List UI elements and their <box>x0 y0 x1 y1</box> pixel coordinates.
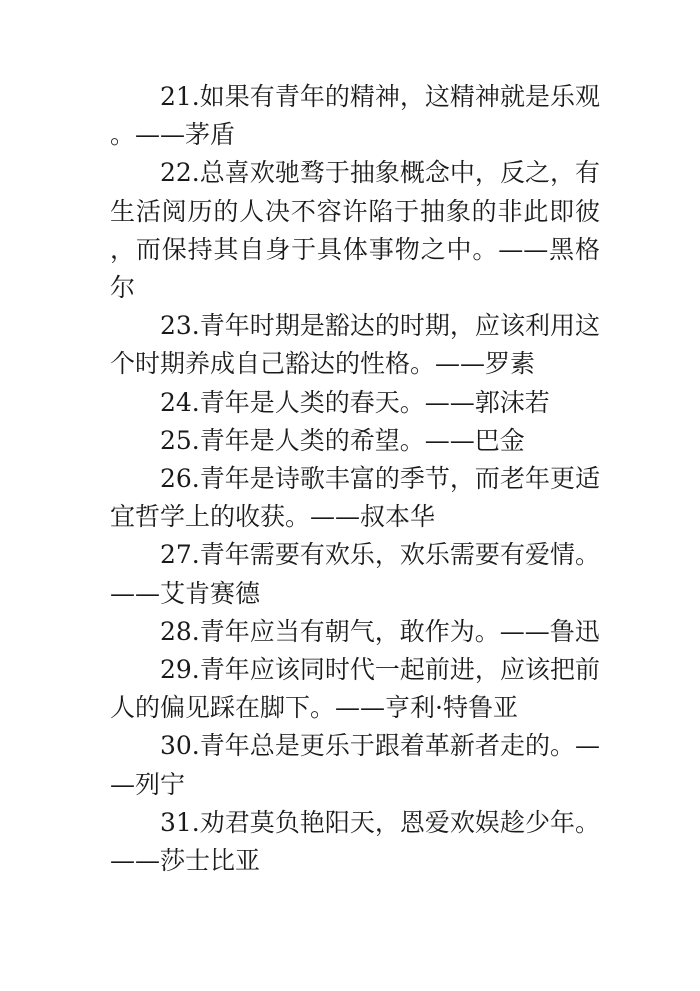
quote-paragraph: 21.如果有青年的精神，这精神就是乐观。——茅盾 <box>110 82 600 150</box>
quote-paragraph: 22.总喜欢驰骛于抽象概念中，反之，有生活阅历的人决不容许陷于抽象的非此即彼，而保持其自身于具体事物之中。——黑格尔 <box>110 158 600 303</box>
quote-paragraph: 30.青年总是更乐于跟着革新者走的。——列宁 <box>110 731 600 799</box>
quote-paragraph: 25.青年是人类的希望。——巴金 <box>160 425 525 455</box>
quote-paragraph: 24.青年是人类的春天。——郭沫若 <box>160 387 550 417</box>
quote-paragraph: 31.劝君莫负艳阳天，恩爱欢娱趁少年。——莎士比亚 <box>110 807 600 876</box>
quote-list <box>110 78 600 880</box>
quote-paragraph: 29.青年应该同时代一起前进，应该把前人的偏见踩在脚下。——亨利·特鲁亚 <box>110 655 600 723</box>
quote-paragraph: 27.青年需要有欢乐，欢乐需要有爱情。——艾肯赛德 <box>110 540 600 608</box>
quote-paragraph: 28.青年应当有朝气，敢作为。——鲁迅 <box>160 616 600 646</box>
quote-paragraph: 26.青年是诗歌丰富的季节，而老年更适宜哲学上的收获。——叔本华 <box>110 464 600 532</box>
quote-paragraph: 23.青年时期是豁达的时期，应该利用这个时期养成自己豁达的性格。——罗素 <box>110 311 600 379</box>
